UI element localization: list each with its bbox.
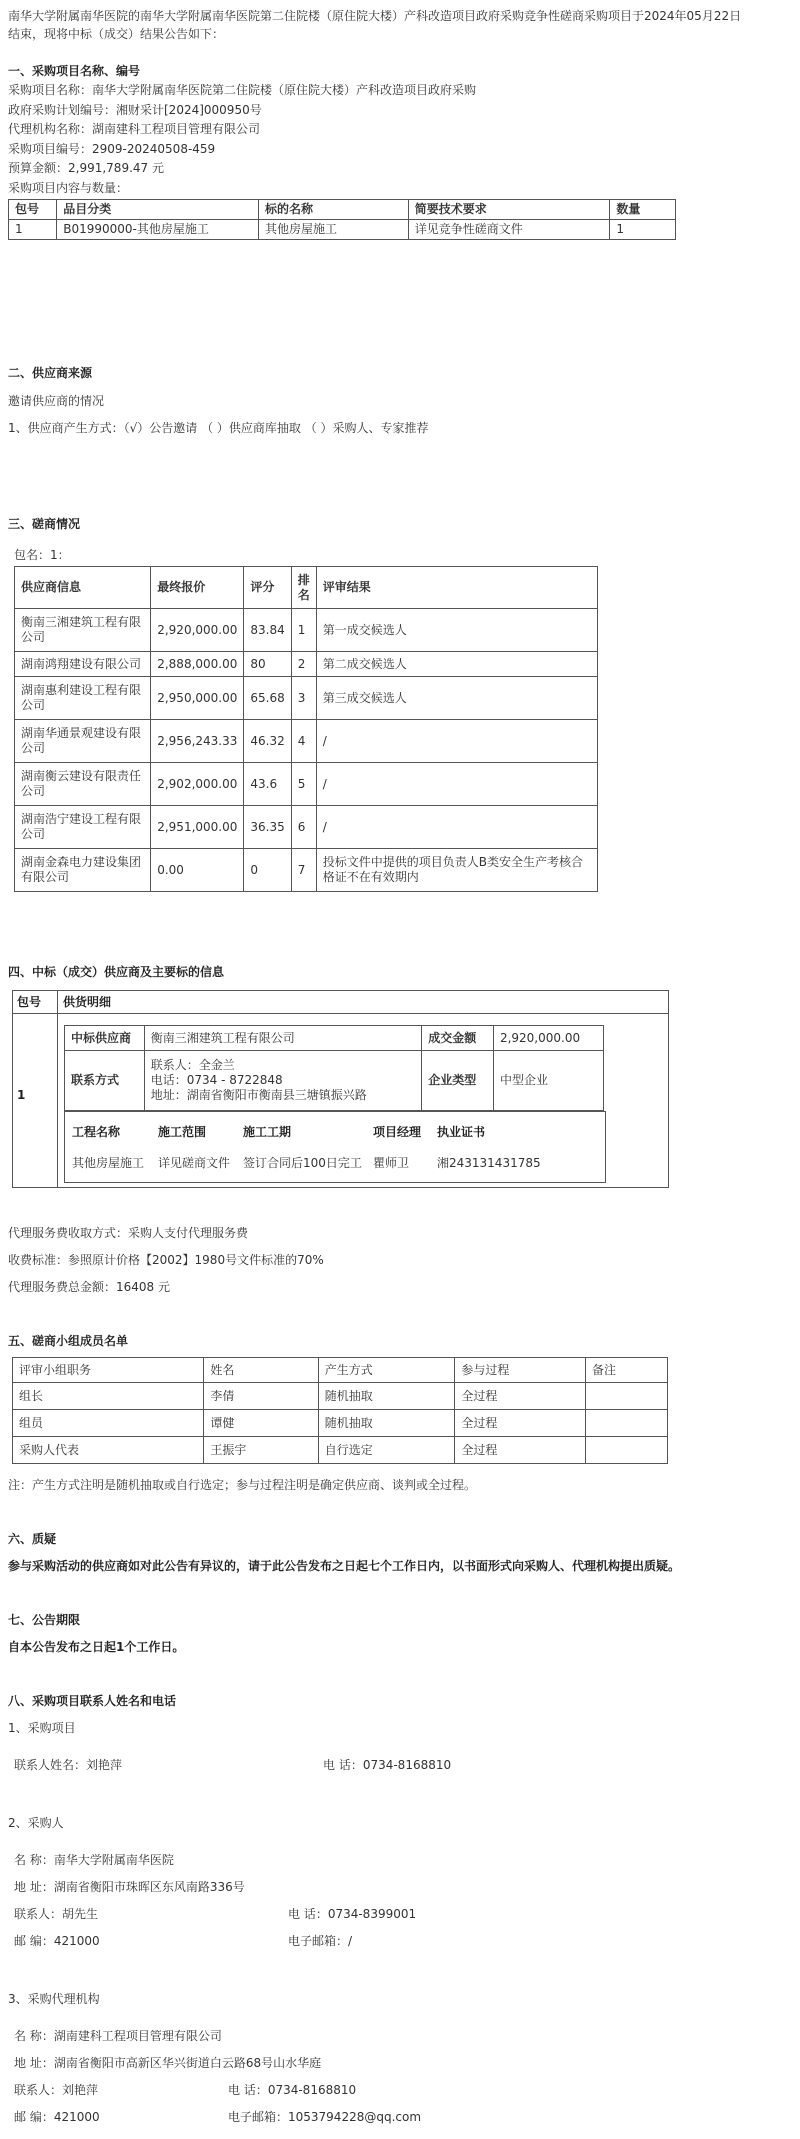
cell-price: 2,888,000.00 (151, 652, 244, 677)
agency-contact: 联系人：刘艳萍 (14, 2083, 99, 2097)
sub-th-name: 工程名称 (72, 1125, 121, 1139)
amount-label: 成交金额 (422, 1026, 494, 1051)
cell-process: 全过程 (455, 1383, 586, 1410)
cell-rank: 1 (291, 609, 316, 652)
th-selection: 产生方式 (318, 1358, 455, 1383)
cell-score: 43.6 (244, 763, 291, 806)
cell-price: 2,920,000.00 (151, 609, 244, 652)
cell-score: 36.35 (244, 806, 291, 849)
th-result: 评审结果 (316, 567, 597, 609)
cell-rank: 3 (291, 677, 316, 720)
winner-th-detail: 供货明细 (63, 995, 112, 1009)
amount-value: 2,920,000.00 (493, 1026, 603, 1051)
project-name: 采购项目名称：南华大学附属南华医院第二住院楼（原住院大楼）产科改造项目政府采购 (8, 83, 477, 97)
cell-process: 全过程 (455, 1410, 586, 1437)
section-5-heading: 五、磋商小组成员名单 (8, 1334, 129, 1348)
supplier-label: 中标供应商 (65, 1026, 145, 1051)
cell-selection: 随机抽取 (318, 1383, 455, 1410)
cell-price: 0.00 (151, 849, 244, 892)
cell-result: 第三成交候选人 (316, 677, 597, 720)
section-6-heading: 六、质疑 (8, 1532, 57, 1546)
sub-manager: 瞿师卫 (373, 1156, 410, 1170)
th-name: 姓名 (204, 1358, 318, 1383)
th-role: 评审小组职务 (13, 1358, 204, 1383)
section-7-heading: 七、公告期限 (8, 1613, 81, 1627)
purchaser-address: 地 址：湖南省衡阳市珠晖区东风南路336号 (14, 1880, 245, 1894)
cell-score: 46.32 (244, 720, 291, 763)
cell-price: 2,956,243.33 (151, 720, 244, 763)
project-subbox (64, 1111, 606, 1183)
table-row (13, 1383, 668, 1410)
contact-phone: 电话：0734 - 8722848 (150, 1073, 283, 1087)
cell-score: 80 (244, 652, 291, 677)
cell-name: 王振宇 (204, 1437, 318, 1464)
cell-name: 李倩 (204, 1383, 318, 1410)
cell-selection: 随机抽取 (318, 1410, 455, 1437)
purchaser-contact: 联系人：胡先生 (14, 1907, 99, 1921)
panel-note: 注：产生方式注明是随机抽取或自行选定；参与过程注明是确定供应商、谈判或全过程。 (8, 1478, 477, 1492)
intro-line-1: 南华大学附属南华医院的南华大学附属南华医院第二住院楼（原住院大楼）产科改造项目政府采购竞争性磋商采购项目于2024年05月22日 (8, 9, 742, 23)
sub-th-period: 施工工期 (243, 1125, 292, 1139)
fee-method: 代理服务费收取方式：采购人支付代理服务费 (8, 1226, 249, 1240)
cell-rank: 5 (291, 763, 316, 806)
cell-supplier: 衡南三湘建筑工程有限公司 (15, 609, 151, 652)
cell-remark (585, 1437, 667, 1464)
section-2-heading: 二、供应商来源 (8, 366, 93, 380)
cell-result: / (316, 720, 597, 763)
contact-person: 联系人：全金兰 (150, 1058, 235, 1072)
content-label: 采购项目内容与数量： (8, 181, 129, 195)
contact-label: 联系方式 (65, 1051, 145, 1111)
project-phone: 电 话：0734-8168810 (323, 1758, 452, 1772)
plan-number: 政府采购计划编号：湘财采计[2024]000950号 (8, 103, 262, 117)
th-quantity: 数量 (610, 200, 676, 220)
purchaser-name: 名 称：南华大学附属南华医院 (14, 1853, 174, 1867)
cell-result: / (316, 763, 597, 806)
cell-package: 1 (9, 220, 57, 240)
cell-result: 第二成交候选人 (316, 652, 597, 677)
cell-supplier: 湖南衡云建设有限责任公司 (15, 763, 151, 806)
section-3-heading: 三、磋商情况 (8, 517, 81, 531)
table-row (15, 806, 598, 849)
cell-rank: 6 (291, 806, 316, 849)
agency-zip: 邮 编：421000 (14, 2110, 100, 2124)
sub-th-scope: 施工范围 (158, 1125, 207, 1139)
cell-remark (585, 1410, 667, 1437)
type-value: 中型企业 (493, 1051, 603, 1111)
th-subject: 标的名称 (258, 200, 408, 220)
cell-score: 65.68 (244, 677, 291, 720)
cell-result: 第一成交候选人 (316, 609, 597, 652)
th-supplier: 供应商信息 (15, 567, 151, 609)
agency-phone: 电 话：0734-8168810 (228, 2083, 357, 2097)
contact-project-title: 1、采购项目 (8, 1721, 76, 1735)
agency-address: 地 址：湖南省衡阳市高新区华兴街道白云路68号山水华庭 (14, 2056, 322, 2070)
cell-role: 采购人代表 (13, 1437, 204, 1464)
cell-price: 2,902,000.00 (151, 763, 244, 806)
winner-th-package: 包号 (17, 995, 42, 1009)
cell-price: 2,950,000.00 (151, 677, 244, 720)
purchaser-email: 电子邮箱：/ (288, 1934, 353, 1948)
th-process: 参与过程 (455, 1358, 586, 1383)
project-contact: 联系人姓名：刘艳萍 (14, 1758, 123, 1772)
cell-quantity: 1 (610, 220, 676, 240)
cell-rank: 4 (291, 720, 316, 763)
cell-supplier: 湖南金森电力建设集团有限公司 (15, 849, 151, 892)
cell-rank: 7 (291, 849, 316, 892)
cell-process: 全过程 (455, 1437, 586, 1464)
table-row (15, 849, 598, 892)
table-row (13, 1410, 668, 1437)
purchaser-title: 2、采购人 (8, 1816, 64, 1830)
sub-name: 其他房屋施工 (72, 1156, 145, 1170)
winner-table (64, 1025, 604, 1111)
cell-selection: 自行选定 (318, 1437, 455, 1464)
sub-scope: 详见磋商文件 (158, 1156, 231, 1170)
cell-supplier: 湖南惠利建设工程有限公司 (15, 677, 151, 720)
type-label: 企业类型 (422, 1051, 494, 1111)
table-row (15, 720, 598, 763)
agency-org-name: 名 称：湖南建科工程项目管理有限公司 (14, 2029, 222, 2043)
cell-rank: 2 (291, 652, 316, 677)
sub-certificate: 湘243131431785 (437, 1156, 541, 1170)
supplier-method: 1、供应商产生方式：（√）公告邀请 （ ）供应商库抽取 （ ）采购人、专家推荐 (8, 421, 429, 435)
cell-role: 组员 (13, 1410, 204, 1437)
table-row (15, 763, 598, 806)
cell-price: 2,951,000.00 (151, 806, 244, 849)
challenge-text: 参与采购活动的供应商如对此公告有异议的，请于此公告发布之日起七个工作日内，以书面形式向采购人、代理机构提出质疑。 (8, 1559, 681, 1573)
cell-score: 0 (244, 849, 291, 892)
section-1-heading: 一、采购项目名称、编号 (8, 64, 141, 78)
winner-package: 1 (17, 1088, 26, 1102)
agency-email: 电子邮箱：1053794228@qq.com (228, 2110, 422, 2124)
project-number: 采购项目编号：2909-20240508-459 (8, 142, 216, 156)
purchaser-phone: 电 话：0734-8399001 (288, 1907, 417, 1921)
cell-role: 组长 (13, 1383, 204, 1410)
agency-name: 代理机构名称：湖南建科工程项目管理有限公司 (8, 122, 261, 136)
cell-supplier: 湖南浩宁建设工程有限公司 (15, 806, 151, 849)
sub-th-manager: 项目经理 (373, 1125, 422, 1139)
cell-score: 83.84 (244, 609, 291, 652)
intro-line-2: 结束，现将中标（成交）结果公告如下： (8, 27, 225, 41)
cell-supplier: 湖南鸿翔建设有限公司 (15, 652, 151, 677)
cell-subject: 其他房屋施工 (258, 220, 408, 240)
cell-remark (585, 1383, 667, 1410)
panel-table (12, 1357, 668, 1464)
budget: 预算金额：2,991,789.47 元 (8, 161, 164, 175)
table-row (15, 652, 598, 677)
table-row (15, 677, 598, 720)
supplier-value: 衡南三湘建筑工程有限公司 (144, 1026, 422, 1051)
cell-requirement: 详见竞争性磋商文件 (408, 220, 610, 240)
section-8-heading: 八、采购项目联系人姓名和电话 (8, 1694, 177, 1708)
th-remark: 备注 (585, 1358, 667, 1383)
sub-period: 签订合同后100日完工 (243, 1156, 362, 1170)
th-requirement: 简要技术要求 (408, 200, 610, 220)
th-rank: 排名 (291, 567, 316, 609)
cell-result: 投标文件中提供的项目负责人B类安全生产考核合格证不在有效期内 (316, 849, 597, 892)
table-row (13, 1437, 668, 1464)
fee-total: 代理服务费总金额：16408 元 (8, 1280, 170, 1294)
agency-title: 3、采购代理机构 (8, 1992, 100, 2006)
cell-name: 谭健 (204, 1410, 318, 1437)
sub-th-certificate: 执业证书 (437, 1125, 486, 1139)
contact-address: 地址：湖南省衡阳市衡南县三塘镇振兴路 (150, 1088, 367, 1102)
fee-standard: 收费标准：参照原计价格【2002】1980号文件标准的70% (8, 1253, 324, 1267)
package-name: 包名：1： (14, 548, 70, 562)
th-category: 品目分类 (57, 200, 259, 220)
th-score: 评分 (244, 567, 291, 609)
notice-period-text: 自本公告发布之日起1个工作日。 (8, 1640, 185, 1654)
cell-category: B01990000-其他房屋施工 (57, 220, 259, 240)
item-table (8, 199, 676, 240)
table-row (15, 609, 598, 652)
th-package: 包号 (9, 200, 57, 220)
cell-supplier: 湖南华通景观建设有限公司 (15, 720, 151, 763)
section-4-heading: 四、中标（成交）供应商及主要标的信息 (8, 965, 225, 979)
purchaser-zip: 邮 编：421000 (14, 1934, 100, 1948)
negotiation-table (14, 566, 598, 892)
cell-result: / (316, 806, 597, 849)
th-price: 最终报价 (151, 567, 244, 609)
supplier-invite: 邀请供应商的情况 (8, 394, 105, 408)
